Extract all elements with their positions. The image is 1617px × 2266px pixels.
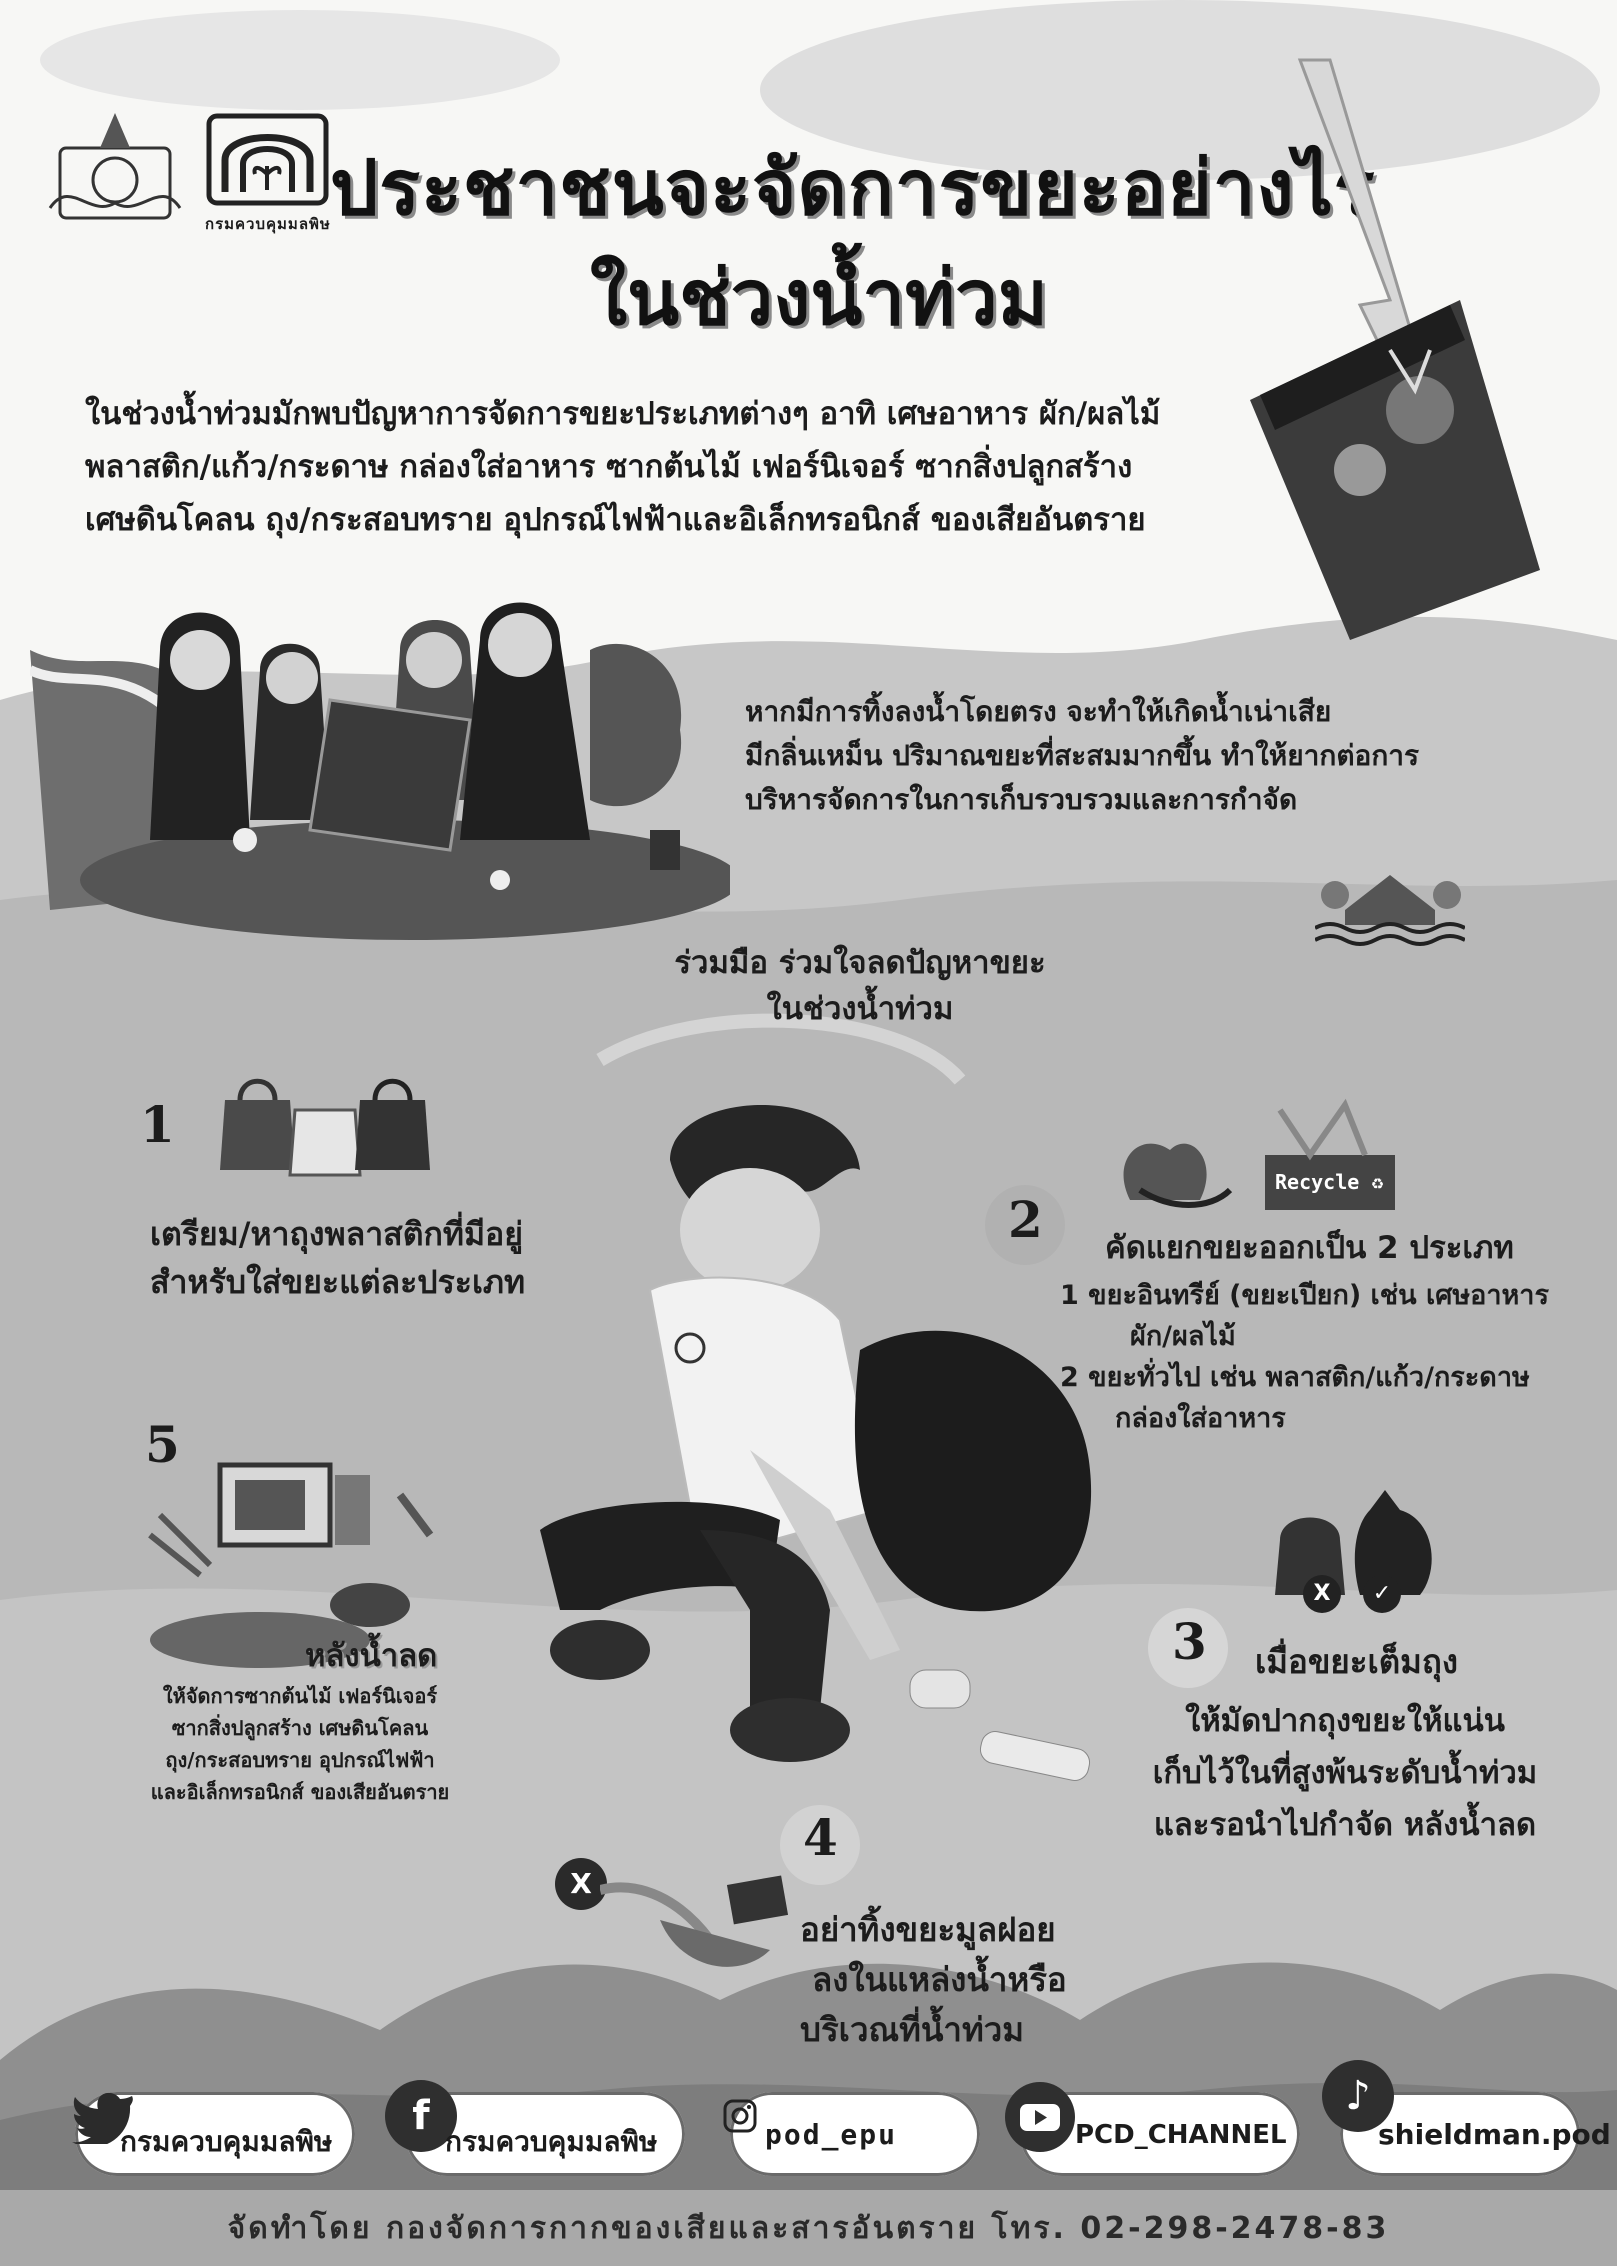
step4-line1: อย่าทิ้งขยะมูลฝอย bbox=[800, 1910, 1056, 1949]
footer-credit: จัดทำโดย กองจัดการกากของเสียและสารอันตราย โทร. 02-298-2478-83 bbox=[227, 2211, 1390, 2246]
intro-line: พลาสติก/แก้ว/กระดาษ กล่องใส่อาหาร ซากต้นไม้ เฟอร์นิเจอร์ ซากสิ่งปลูกสร้าง bbox=[85, 449, 1133, 485]
step2-line1: 1 ขยะอินทรีย์ (ขยะเปียก) เช่น เศษอาหาร bbox=[1060, 1280, 1549, 1311]
instagram-icon bbox=[722, 2098, 758, 2134]
recycle-bin-label: Recycle ♻ bbox=[1275, 1170, 1384, 1194]
step5-line1: ให้จัดการซากต้นไม้ เฟอร์นิเจอร์ bbox=[162, 1684, 438, 1708]
step2-title: คัดแยกขยะออกเป็น 2 ประเภท bbox=[1105, 1230, 1514, 1266]
facebook-icon: f bbox=[385, 2080, 457, 2152]
intro-paragraph bbox=[85, 388, 1235, 547]
page-title-line1: ประชาชนจะจัดการขยะอย่างไร bbox=[330, 143, 1376, 232]
step2-line4: กล่องใส่อาหาร bbox=[1115, 1403, 1286, 1434]
step4-x-mark: X bbox=[555, 1858, 607, 1910]
step4-line3: บริเวณที่น้ำท่วม bbox=[800, 2010, 1024, 2049]
step3-details bbox=[1125, 1695, 1565, 1851]
twitter-label: กรมควบคุมมลพิษ bbox=[120, 2125, 333, 2158]
tied-trash-bags-illustration bbox=[1270, 1480, 1450, 1610]
slogan-line1: ร่วมมือ ร่วมใจลดปัญหาขยะ bbox=[674, 945, 1046, 981]
flooded-house-icon bbox=[1315, 860, 1465, 950]
step5-title: หลังน้ำลด bbox=[305, 1638, 438, 1674]
step3-check-mark: ✓ bbox=[1363, 1575, 1401, 1613]
dumping-trash-in-water-illustration bbox=[600, 1860, 800, 1980]
step3-line4: และรอนำไปกำจัด หลังน้ำลด bbox=[1153, 1807, 1537, 1843]
sorting-waste-illustration bbox=[1110, 1090, 1400, 1220]
youtube-icon bbox=[1005, 2082, 1075, 2152]
step5-line4: และอิเล็กทรอนิกส์ ของเสียอันตราย bbox=[150, 1780, 450, 1804]
intro-line: เศษดินโคลน ถุง/กระสอบทราย อุปกรณ์ไฟฟ้าและอิเล็กทรอนิกส์ ของเสียอันตราย bbox=[85, 502, 1146, 538]
step1-number: 1 bbox=[140, 1095, 175, 1154]
warning-paragraph bbox=[745, 690, 1505, 822]
step5-line2: ซากสิ่งปลูกสร้าง เศษดินโคลน bbox=[171, 1716, 429, 1740]
step3-line3: เก็บไว้ในที่สูงพ้นระดับน้ำท่วม bbox=[1152, 1755, 1538, 1791]
step2-line3: 2 ขยะทั่วไป เช่น พลาสติก/แก้ว/กระดาษ bbox=[1060, 1362, 1530, 1393]
tiktok-icon: ♪ bbox=[1322, 2060, 1394, 2132]
step3-x-mark: X bbox=[1303, 1575, 1341, 1613]
step4-line2: ลงในแหล่งน้ำหรือ bbox=[812, 1960, 1067, 1999]
trash-bin-lightning-illustration bbox=[1240, 50, 1560, 650]
pcd-logo bbox=[205, 112, 330, 207]
warning-line: หากมีการทิ้งลงน้ำโดยตรง จะทำให้เกิดน้ำเน่าเสีย bbox=[745, 695, 1332, 728]
intro-line: ในช่วงน้ำท่วมมักพบปัญหาการจัดการขยะประเภทต่างๆ อาทิ เศษอาหาร ผัก/ผลไม้ bbox=[85, 396, 1161, 432]
slogan bbox=[640, 940, 1080, 1032]
step3-line2: ให้มัดปากถุงขยะให้แน่น bbox=[1185, 1703, 1505, 1739]
step1-text bbox=[150, 1210, 525, 1306]
tiktok-label: shieldman.pod bbox=[1378, 2118, 1611, 2151]
step5-details bbox=[110, 1680, 490, 1808]
facebook-label: กรมควบคุมมลพิษ bbox=[445, 2125, 658, 2158]
step4-text bbox=[800, 1905, 1067, 2055]
page-title-line2: ในช่วงน้ำท่วม bbox=[590, 253, 1048, 342]
agency-name: กรมควบคุมมลพิษ bbox=[205, 215, 331, 233]
step1-line2: สำหรับใส่ขยะแต่ละประเภท bbox=[150, 1263, 526, 1301]
step5-number: 5 bbox=[145, 1415, 180, 1474]
people-flood-trash-illustration bbox=[30, 590, 730, 950]
step4-number: 4 bbox=[803, 1808, 838, 1867]
step3-title: เมื่อขยะเต็มถุง bbox=[1255, 1642, 1459, 1681]
plastic-bags-icon bbox=[215, 1070, 435, 1180]
youtube-label: PCD_CHANNEL bbox=[1075, 2120, 1287, 2150]
step2-line2: ผัก/ผลไม้ bbox=[1130, 1321, 1236, 1352]
warning-line: บริหารจัดการในการเก็บรวบรวมและการกำจัด bbox=[745, 783, 1298, 816]
royal-emblem-logo bbox=[40, 108, 190, 228]
step1-line1: เตรียม/หาถุงพลาสติกที่มีอยู่ bbox=[150, 1215, 524, 1253]
slogan-line2: ในช่วงน้ำท่วม bbox=[766, 991, 954, 1027]
instagram-label: pod_epu bbox=[765, 2118, 898, 2151]
step3-number: 3 bbox=[1172, 1612, 1207, 1671]
step2-number: 2 bbox=[1008, 1190, 1043, 1249]
step2-details bbox=[1060, 1275, 1549, 1439]
warning-line: มีกลิ่นเหม็น ปริมาณขยะที่สะสมมากขึ้น ทำให้ยากต่อการ bbox=[745, 739, 1420, 772]
step5-line3: ถุง/กระสอบทราย อุปกรณ์ไฟฟ้า bbox=[165, 1748, 435, 1772]
